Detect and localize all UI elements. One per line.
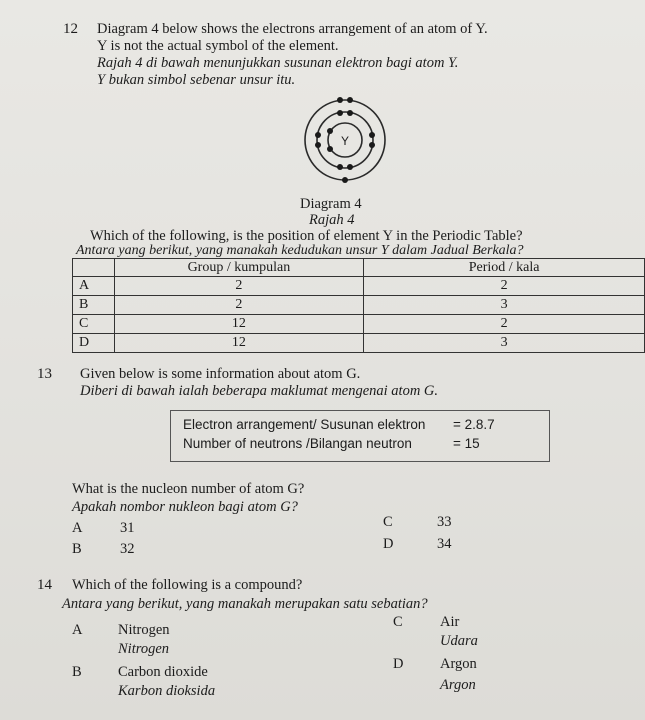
electron <box>315 132 321 138</box>
atom-g-info-box <box>170 410 550 462</box>
electron <box>315 142 321 148</box>
q14-option-b-en: Carbon dioxide <box>118 664 208 680</box>
option-letter: D <box>73 334 115 353</box>
electron <box>337 110 343 116</box>
electron <box>347 164 353 170</box>
q14-option-d-letter: D <box>393 656 404 672</box>
electron <box>337 164 343 170</box>
q13-stem-line1: Given below is some information about atom G. <box>80 366 361 382</box>
info-electron-arrangement-label: Electron arrangement/ Susunan elektron <box>183 417 426 432</box>
q13-stem-line2: Diberi di bawah ialah beberapa maklumat mengenai atom G. <box>80 383 439 399</box>
q12-stem-line2: Y is not the actual symbol of the element. <box>97 38 339 54</box>
q14-question-en: Which of the following is a compound? <box>72 577 303 593</box>
atom-symbol: Y <box>340 134 350 148</box>
q14-number: 14 <box>37 577 52 593</box>
q12-stem-line3: Rajah 4 di bawah menunjukkan susunan elektron bagi atom Y. <box>97 55 459 71</box>
period-value: 2 <box>364 277 645 296</box>
q14-option-a-letter: A <box>72 622 83 638</box>
electron <box>369 142 375 148</box>
q13-option-d-value: 34 <box>437 536 452 552</box>
group-value: 12 <box>114 315 364 334</box>
electron <box>337 97 343 103</box>
q13-option-b-letter: B <box>72 541 82 557</box>
q14-question-ms: Antara yang berikut, yang manakah merupakan satu sebatian? <box>62 596 428 612</box>
q12-question-en: Which of the following, is the position of element Y in the Periodic Table? <box>90 228 523 244</box>
info-electron-arrangement-value: = 2.8.7 <box>453 417 495 432</box>
q14-option-b-ms: Karbon dioksida <box>118 683 216 699</box>
table-header-blank <box>73 259 115 277</box>
electron <box>327 128 333 134</box>
periodic-position-table <box>72 258 645 353</box>
q14-option-d-en: Argon <box>440 656 477 672</box>
period-value: 3 <box>364 296 645 315</box>
table-header-row <box>73 259 645 277</box>
atom-diagram <box>268 90 418 200</box>
electron <box>347 110 353 116</box>
diagram-caption-ms: Rajah 4 <box>309 212 355 228</box>
group-value: 12 <box>114 334 364 353</box>
q13-number: 13 <box>37 366 52 382</box>
q13-option-d-letter: D <box>383 536 394 552</box>
q14-option-c-en: Air <box>440 614 460 630</box>
q12-stem-line1: Diagram 4 below shows the electrons arrangement of an atom of Y. <box>97 21 488 37</box>
q13-question-ms: Apakah nombor nukleon bagi atom G? <box>72 499 298 515</box>
electron <box>342 177 348 183</box>
info-neutrons-value: = 15 <box>453 436 480 451</box>
q13-option-a-letter: A <box>72 520 83 536</box>
q13-option-b-value: 32 <box>120 541 135 557</box>
q13-option-c-value: 33 <box>437 514 452 530</box>
electron <box>327 146 333 152</box>
option-letter: B <box>73 296 115 315</box>
group-value: 2 <box>114 277 364 296</box>
info-neutrons-label: Number of neutrons /Bilangan neutron <box>183 436 412 451</box>
q13-question-en: What is the nucleon number of atom G? <box>72 481 305 497</box>
q13-option-c-letter: C <box>383 514 393 530</box>
table-header-period: Period / kala <box>364 259 645 277</box>
q13-option-a-value: 31 <box>120 520 135 536</box>
q12-stem-line4: Y bukan simbol sebenar unsur itu. <box>97 72 296 88</box>
table-row <box>73 334 645 353</box>
period-value: 2 <box>364 315 645 334</box>
electron <box>347 97 353 103</box>
table-row <box>73 296 645 315</box>
diagram-caption-en: Diagram 4 <box>300 196 362 212</box>
table-row <box>73 315 645 334</box>
period-value: 3 <box>364 334 645 353</box>
option-letter: C <box>73 315 115 334</box>
q14-option-a-ms: Nitrogen <box>118 641 170 657</box>
q12-number: 12 <box>63 21 78 37</box>
option-letter: A <box>73 277 115 296</box>
q14-option-a-en: Nitrogen <box>118 622 170 638</box>
q14-option-b-letter: B <box>72 664 82 680</box>
q12-question-ms: Antara yang berikut, yang manakah kedudukan unsur Y dalam Jadual Berkala? <box>76 243 524 258</box>
electron <box>369 132 375 138</box>
table-header-group: Group / kumpulan <box>114 259 364 277</box>
q14-option-c-ms: Udara <box>440 633 478 649</box>
group-value: 2 <box>114 296 364 315</box>
q14-option-c-letter: C <box>393 614 403 630</box>
q14-option-d-ms: Argon <box>440 677 476 693</box>
table-row <box>73 277 645 296</box>
